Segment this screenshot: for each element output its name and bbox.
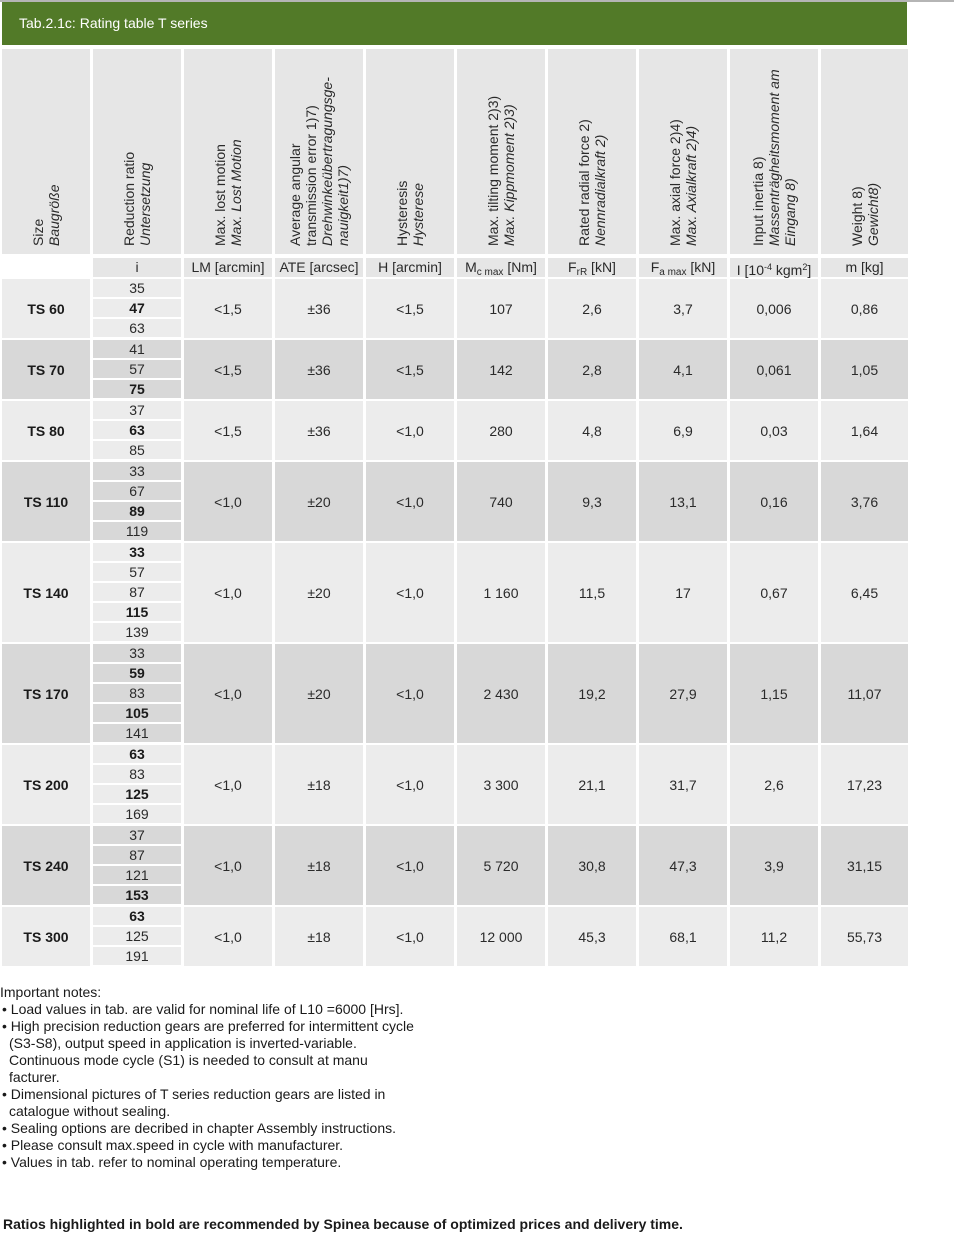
ratio-list <box>93 340 181 399</box>
ratio-value: 153 <box>93 886 181 904</box>
header-fr-en: Rated radial force 2) <box>576 119 592 246</box>
note-item: • Sealing options are decribed in chapter Assembly instructions. <box>2 1120 397 1136</box>
size-cell: TS 300 <box>2 907 90 966</box>
unit-fr-sub: rR <box>576 267 588 278</box>
ratio-value: 57 <box>93 360 181 378</box>
ratio-value: 83 <box>93 765 181 783</box>
size-group <box>2 279 908 338</box>
size-group <box>2 462 908 541</box>
unit-i-mid: kgm <box>772 262 803 278</box>
inertia-cell: 3,9 <box>730 826 818 905</box>
notes-heading: Important notes: <box>0 984 102 1000</box>
size-group <box>2 644 908 743</box>
unit-h: H [arcmin] <box>366 258 454 277</box>
ratio-list <box>93 826 181 905</box>
footer-note: Ratios highlighted in bold are recommended by Spinea because of optimized prices and delivery time. <box>3 1216 683 1232</box>
lm-cell: <1,0 <box>184 826 272 905</box>
fa-cell: 6,9 <box>639 401 727 460</box>
weight-cell: 1,64 <box>821 401 908 460</box>
m-cell: 1 160 <box>457 543 545 642</box>
h-cell: <1,0 <box>366 543 454 642</box>
lm-cell: <1,0 <box>184 745 272 824</box>
ratio-list <box>93 745 181 824</box>
size-cell: TS 200 <box>2 745 90 824</box>
table-title: Tab.2.1c: Rating table T series <box>2 2 907 45</box>
ratio-value: 191 <box>93 947 181 965</box>
weight-cell: 31,15 <box>821 826 908 905</box>
ratio-value: 169 <box>93 805 181 823</box>
header-lm-en: Max. lost motion <box>212 144 228 246</box>
unit-fr-unit: [kN] <box>587 259 616 275</box>
table-header <box>2 49 908 254</box>
h-cell: <1,5 <box>366 279 454 338</box>
header-ratio-en: Reduction ratio <box>121 151 137 246</box>
size-cell: TS 110 <box>2 462 90 541</box>
ate-cell: ±18 <box>275 745 363 824</box>
ate-cell: ±36 <box>275 340 363 399</box>
unit-i-end: ] <box>807 262 812 278</box>
unit-inertia <box>730 258 818 277</box>
unit-fr-main: F <box>568 259 577 275</box>
note-item: • Load values in tab. are valid for nominal life of L10 =6000 [Hrs]. <box>2 1001 404 1017</box>
fr-cell: 11,5 <box>548 543 636 642</box>
ratio-value: 33 <box>93 644 181 662</box>
unit-fa-main: F <box>650 259 660 275</box>
ratio-list <box>93 907 181 966</box>
ratio-value: 87 <box>93 583 181 601</box>
h-cell: <1,5 <box>366 340 454 399</box>
ratio-list <box>93 279 181 338</box>
lm-cell: <1,5 <box>184 279 272 338</box>
header-i-de1: Massenträgheitsmoment am <box>766 69 782 246</box>
inertia-cell: 0,16 <box>730 462 818 541</box>
weight-cell: 6,45 <box>821 543 908 642</box>
inertia-cell: 1,15 <box>730 644 818 743</box>
ratio-value: 57 <box>93 563 181 581</box>
fr-cell: 19,2 <box>548 644 636 743</box>
size-group <box>2 340 908 399</box>
unit-fa-sub: a max <box>659 267 687 278</box>
header-lost-motion <box>184 49 272 254</box>
unit-m <box>457 258 545 277</box>
size-group <box>2 826 908 905</box>
size-cell: TS 170 <box>2 644 90 743</box>
header-ate-en1: Average angular <box>287 143 303 246</box>
inertia-cell: 0,061 <box>730 340 818 399</box>
h-cell: <1,0 <box>366 644 454 743</box>
ratio-value: 89 <box>93 502 181 520</box>
unit-lm: LM [arcmin] <box>184 258 272 277</box>
note-item: • Values in tab. refer to nominal operating temperature. <box>2 1154 342 1170</box>
ratio-list <box>93 543 181 642</box>
m-cell: 107 <box>457 279 545 338</box>
ratio-value: 115 <box>93 603 181 621</box>
ratio-value: 119 <box>93 522 181 540</box>
header-axial-force <box>639 49 727 254</box>
ratio-value: 85 <box>93 441 181 459</box>
unit-m-main: M <box>465 259 477 275</box>
ate-cell: ±20 <box>275 462 363 541</box>
header-i-de2: Eingang 8) <box>782 178 798 246</box>
unit-m-sub: c max <box>476 267 504 278</box>
ratio-value: 87 <box>93 846 181 864</box>
fa-cell: 3,7 <box>639 279 727 338</box>
m-cell: 280 <box>457 401 545 460</box>
ratio-value: 35 <box>93 279 181 297</box>
size-cell: TS 80 <box>2 401 90 460</box>
ratio-list <box>93 401 181 460</box>
header-i-en: Input inertia 8) <box>750 156 766 246</box>
m-cell: 12 000 <box>457 907 545 966</box>
header-ratio <box>93 49 181 254</box>
header-fa-en: Max. axial force 2)4) <box>667 119 683 246</box>
ratio-value: 125 <box>93 927 181 945</box>
h-cell: <1,0 <box>366 462 454 541</box>
size-cell: TS 70 <box>2 340 90 399</box>
m-cell: 2 430 <box>457 644 545 743</box>
ratio-value: 59 <box>93 664 181 682</box>
header-tilting-moment <box>457 49 545 254</box>
note-item: • Dimensional pictures of T series reduction gears are listed in catalogue without sealing. <box>2 1086 386 1119</box>
size-group <box>2 745 908 824</box>
size-cell: TS 140 <box>2 543 90 642</box>
header-w-de: Gewicht8) <box>864 182 881 246</box>
inertia-cell: 0,67 <box>730 543 818 642</box>
header-w-en: Weight 8) <box>848 186 865 246</box>
ate-cell: ±18 <box>275 907 363 966</box>
header-hysteresis <box>366 49 454 254</box>
fr-cell: 45,3 <box>548 907 636 966</box>
inertia-cell: 0,006 <box>730 279 818 338</box>
ratio-value: 47 <box>93 299 181 317</box>
header-input-inertia <box>730 49 818 254</box>
unit-ate: ATE [arcsec] <box>275 258 363 277</box>
ratio-value: 121 <box>93 866 181 884</box>
ratio-value: 37 <box>93 401 181 419</box>
ratio-value: 63 <box>93 907 181 925</box>
ratio-list <box>93 644 181 743</box>
header-h-de: Hysterese <box>410 182 426 246</box>
h-cell: <1,0 <box>366 826 454 905</box>
fr-cell: 2,8 <box>548 340 636 399</box>
fr-cell: 21,1 <box>548 745 636 824</box>
unit-fa <box>639 258 727 277</box>
unit-fa-unit: [kN] <box>686 259 716 275</box>
ratio-value: 63 <box>93 319 181 337</box>
header-size <box>2 49 90 254</box>
weight-cell: 11,07 <box>821 644 908 743</box>
ate-cell: ±20 <box>275 644 363 743</box>
unit-i-sup: -4 <box>763 262 772 272</box>
size-cell: TS 240 <box>2 826 90 905</box>
fa-cell: 17 <box>639 543 727 642</box>
ratio-value: 139 <box>93 623 181 641</box>
header-ate-de2: nauigkeit1)7) <box>335 165 351 246</box>
ratio-value: 37 <box>93 826 181 844</box>
fa-cell: 68,1 <box>639 907 727 966</box>
header-ate-de1: Drehwinkeübertragungsge- <box>319 77 335 246</box>
fr-cell: 9,3 <box>548 462 636 541</box>
unit-m-unit: [Nm] <box>503 259 537 275</box>
ratio-value: 105 <box>93 704 181 722</box>
important-notes <box>0 984 420 1171</box>
size-group <box>2 907 908 966</box>
inertia-cell: 0,03 <box>730 401 818 460</box>
header-lm-de: Max. Lost Motion <box>228 139 244 246</box>
inertia-cell: 2,6 <box>730 745 818 824</box>
header-angular-error <box>275 49 363 254</box>
unit-i-main: I [10 <box>736 262 764 278</box>
fr-cell: 2,6 <box>548 279 636 338</box>
ratio-value: 67 <box>93 482 181 500</box>
fr-cell: 4,8 <box>548 401 636 460</box>
m-cell: 740 <box>457 462 545 541</box>
unit-ratio: i <box>93 258 181 277</box>
lm-cell: <1,5 <box>184 401 272 460</box>
unit-weight: m [kg] <box>821 258 908 277</box>
ratio-value: 41 <box>93 340 181 358</box>
lm-cell: <1,0 <box>184 644 272 743</box>
weight-cell: 17,23 <box>821 745 908 824</box>
ate-cell: ±20 <box>275 543 363 642</box>
ratio-value: 83 <box>93 684 181 702</box>
header-m-en: Max. tilting moment 2)3) <box>485 95 501 246</box>
ratio-value: 63 <box>93 421 181 439</box>
h-cell: <1,0 <box>366 907 454 966</box>
ratio-value: 63 <box>93 745 181 763</box>
fa-cell: 47,3 <box>639 826 727 905</box>
lm-cell: <1,0 <box>184 907 272 966</box>
header-fr-de: Nennradialkraft 2) <box>592 134 608 246</box>
header-size-en: Size <box>30 218 46 246</box>
header-h-en: Hysteresis <box>394 180 410 246</box>
fr-cell: 30,8 <box>548 826 636 905</box>
ate-cell: ±18 <box>275 826 363 905</box>
h-cell: <1,0 <box>366 745 454 824</box>
m-cell: 142 <box>457 340 545 399</box>
lm-cell: <1,5 <box>184 340 272 399</box>
fa-cell: 4,1 <box>639 340 727 399</box>
size-cell: TS 60 <box>2 279 90 338</box>
unit-i-sup2: 2 <box>802 262 808 272</box>
lm-cell: <1,0 <box>184 462 272 541</box>
header-ratio-de: Untersetzung <box>137 162 153 246</box>
header-ate-en2: transmission error 1)7) <box>303 105 319 246</box>
units-row <box>2 258 908 277</box>
ratio-value: 75 <box>93 380 181 398</box>
m-cell: 5 720 <box>457 826 545 905</box>
note-item: • High precision reduction gears are preferred for intermittent cycle (S3-S8), output speed in application is inverted-variable. Continuous mode cycle (S1) is needed to consult at manu facturer. <box>2 1018 414 1085</box>
ate-cell: ±36 <box>275 279 363 338</box>
header-m-de: Max. Kippmoment 2)3) <box>501 104 517 246</box>
fa-cell: 13,1 <box>639 462 727 541</box>
m-cell: 3 300 <box>457 745 545 824</box>
header-radial-force <box>548 49 636 254</box>
ratio-list <box>93 462 181 541</box>
ratio-value: 125 <box>93 785 181 803</box>
weight-cell: 3,76 <box>821 462 908 541</box>
header-fa-de: Max. Axialkraft 2)4) <box>683 125 699 246</box>
weight-cell: 0,86 <box>821 279 908 338</box>
fa-cell: 27,9 <box>639 644 727 743</box>
size-group <box>2 401 908 460</box>
ratio-value: 141 <box>93 724 181 742</box>
weight-cell: 1,05 <box>821 340 908 399</box>
weight-cell: 55,73 <box>821 907 908 966</box>
lm-cell: <1,0 <box>184 543 272 642</box>
header-size-de: Baugröße <box>46 184 62 246</box>
ratio-value: 33 <box>93 543 181 561</box>
ate-cell: ±36 <box>275 401 363 460</box>
note-item: • Please consult max.speed in cycle with manufacturer. <box>2 1137 344 1153</box>
ratio-value: 33 <box>93 462 181 480</box>
size-group <box>2 543 908 642</box>
fa-cell: 31,7 <box>639 745 727 824</box>
inertia-cell: 11,2 <box>730 907 818 966</box>
header-weight <box>821 49 908 254</box>
h-cell: <1,0 <box>366 401 454 460</box>
unit-fr <box>548 258 636 277</box>
